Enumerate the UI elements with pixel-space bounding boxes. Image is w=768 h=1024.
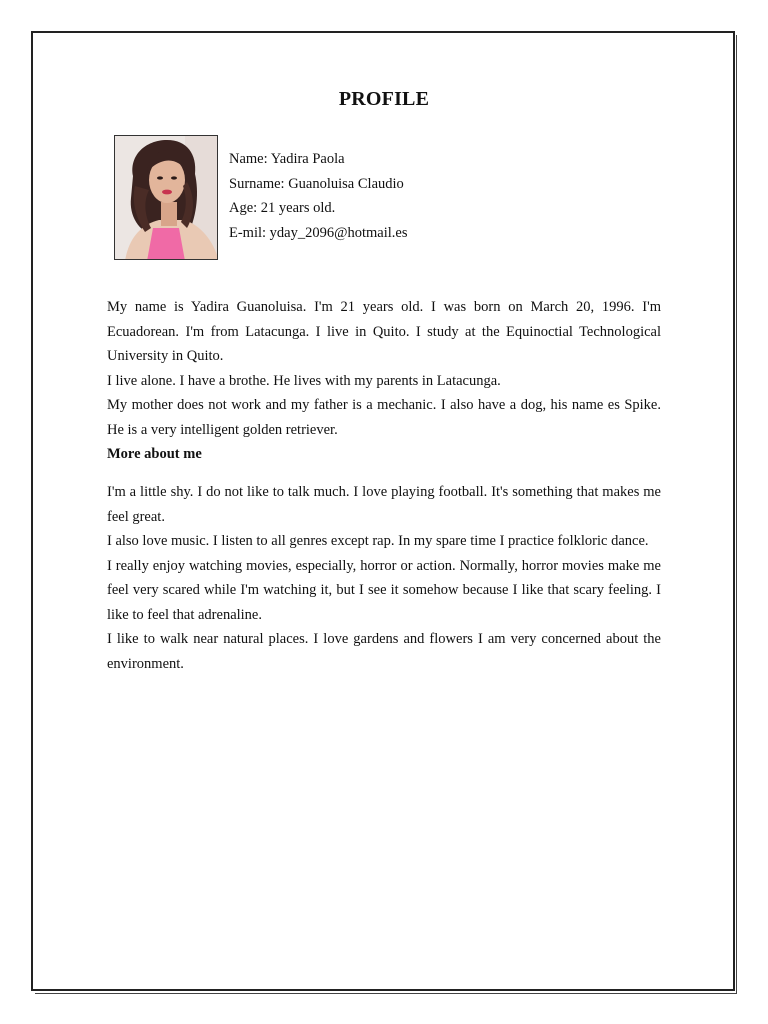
more-paragraph: I also love music. I listen to all genres except rap. In my spare time I practice folkloric dance.	[107, 533, 649, 549]
more-paragraph: I really enjoy watching movies, especially, horror or action. Normally, horror movies make me feel very scared while I'm watching it, but I see it somehow because I like that scary feeling. I like to feel that adrenaline.	[107, 557, 661, 623]
more-about-heading: More about me	[107, 446, 202, 462]
intro-paragraph: I live alone. I have a brothe. He lives with my parents in Latacunga.	[107, 372, 501, 389]
page-title: PROFILE	[338, 88, 430, 110]
age-line: Age: 21 years old.	[229, 200, 336, 216]
more-paragraph: I'm a little shy. I do not like to talk much. I love playing football. It's something that makes me feel great.	[107, 484, 661, 525]
intro-paragraph: My mother does not work and my father is a mechanic. I also have a dog, his name es Spike. He is a very intelligent golden retriever.	[107, 397, 661, 438]
intro-section	[107, 295, 661, 442]
surname-line: Surname: Guanoluisa Claudio	[229, 175, 404, 192]
intro-paragraph: My name is Yadira Guanoluisa. I'm 21 years old. I was born on March 20, 1996. I'm Ecuadorean. I'm from Latacunga. I live in Quito. I study at the Equinoctial Technological University in Quito.	[107, 299, 661, 364]
profile-photo	[114, 135, 218, 260]
name-line: Name: Yadira Paola	[229, 151, 345, 167]
profile-photo-icon	[115, 136, 218, 260]
more-paragraph: I like to walk near natural places. I love gardens and flowers I am very concerned about the environment.	[107, 631, 661, 672]
profile-info	[229, 147, 407, 245]
more-section	[107, 480, 661, 676]
email-line: E-mil: yday_2096@hotmail.es	[229, 224, 408, 241]
